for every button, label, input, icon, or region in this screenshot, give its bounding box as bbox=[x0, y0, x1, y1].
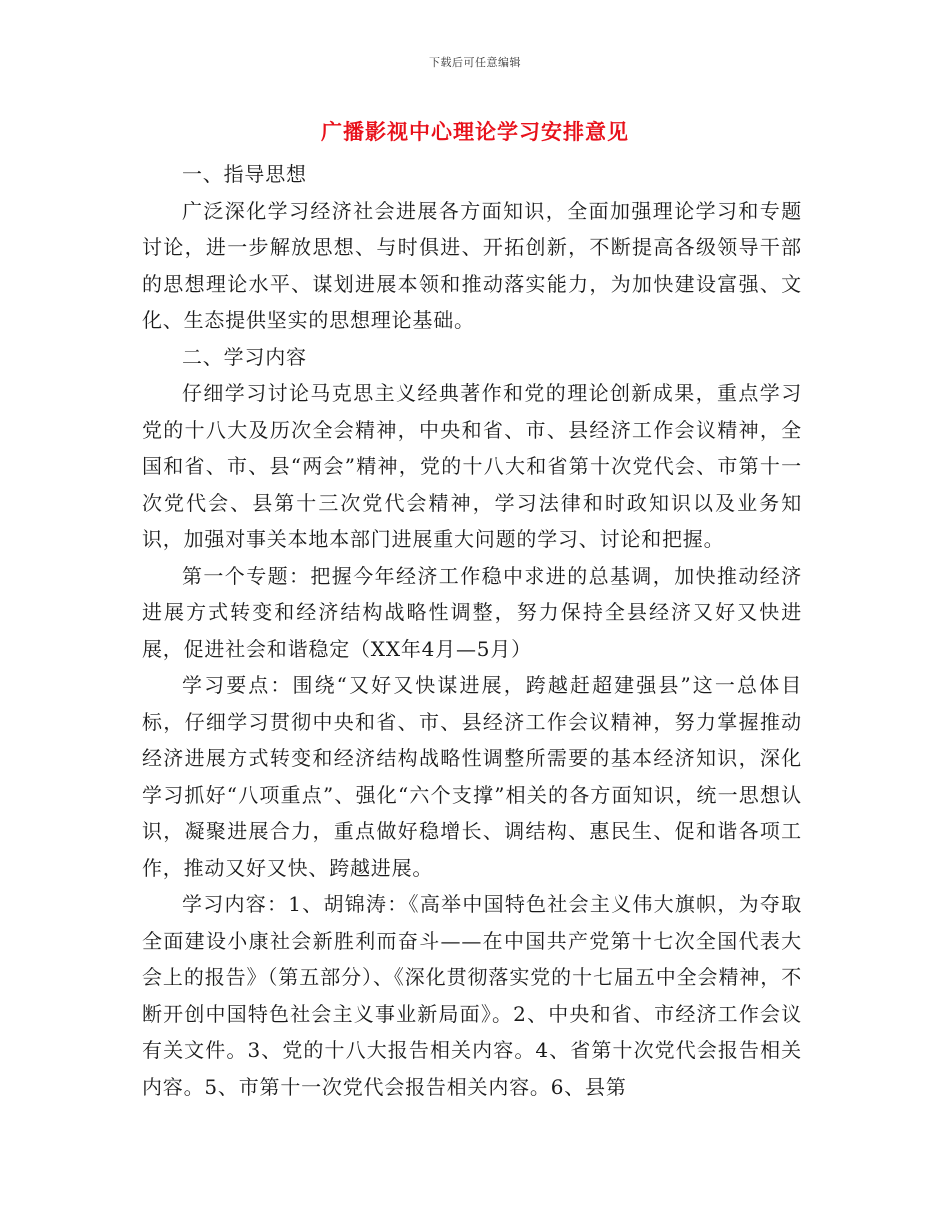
paragraph-study-content: 仔细学习讨论马克思主义经典著作和党的理论创新成果，重点学习党的十八大及历次全会精神，中央和省、市、县经济工作会议精神，全国和省、市、县“两会”精神，党的十八大和省第十次党代会、市第十一次党代会、县第十三次党代会精神，学习法律和时政知识以及业务知识，加强对事关本地本部门进展重大问题的学习、讨论和把握。 bbox=[142, 381, 802, 551]
header-note: 下载后可任意编辑 bbox=[429, 56, 521, 69]
section-heading-study-content: 二、学习内容 bbox=[182, 344, 307, 369]
paragraph-study-materials: 学习内容：1、胡锦涛：《高举中国特色社会主义伟大旗帜，为夺取全面建设小康社会新胜利而奋斗——在中国共产党第十七次全国代表大会上的报告》（第五部分）、《深化贯彻落实党的十七届五中全会精神，不断开创中国特色社会主义事业新局面》。2、中央和省、市经济工作会议有关文件。3、党的十八大报告相关内容。4、省第十次党代会报告相关内容。5、市第十一次党代会报告相关内容。6、县第 bbox=[142, 892, 802, 1099]
paragraph-guiding-ideology: 广泛深化学习经济社会进展各方面知识，全面加强理论学习和专题讨论，进一步解放思想、与时俱进、开拓创新，不断提高各级领导干部的思想理论水平、谋划进展本领和推动落实能力，为加快建设富强、文化、生态提供坚实的思想理论基础。 bbox=[142, 198, 802, 332]
paragraph-first-topic: 第一个专题：把握今年经济工作稳中求进的总基调，加快推动经济进展方式转变和经济结构战略性调整，努力保持全县经济又好又快进展，促进社会和谐稳定（XX年4月—5月） bbox=[142, 563, 802, 661]
paragraph-study-points: 学习要点：围绕“又好又快谋进展，跨越赶超建强县”这一总体目标，仔细学习贯彻中央和省、市、县经济工作会议精神，努力掌握推动经济进展方式转变和经济结构战略性调整所需要的基本经济知识，深化学习抓好“八项重点”、强化“六个支撑”相关的各方面知识，统一思想认识，凝聚进展合力，重点做好稳增长、调结构、惠民生、促和谐各项工作，推动又好又快、跨越进展。 bbox=[142, 673, 802, 880]
document-body bbox=[142, 156, 802, 1105]
document-title: 广播影视中心理论学习安排意见 bbox=[321, 120, 629, 144]
section-heading-guiding-ideology: 一、指导思想 bbox=[182, 162, 307, 186]
